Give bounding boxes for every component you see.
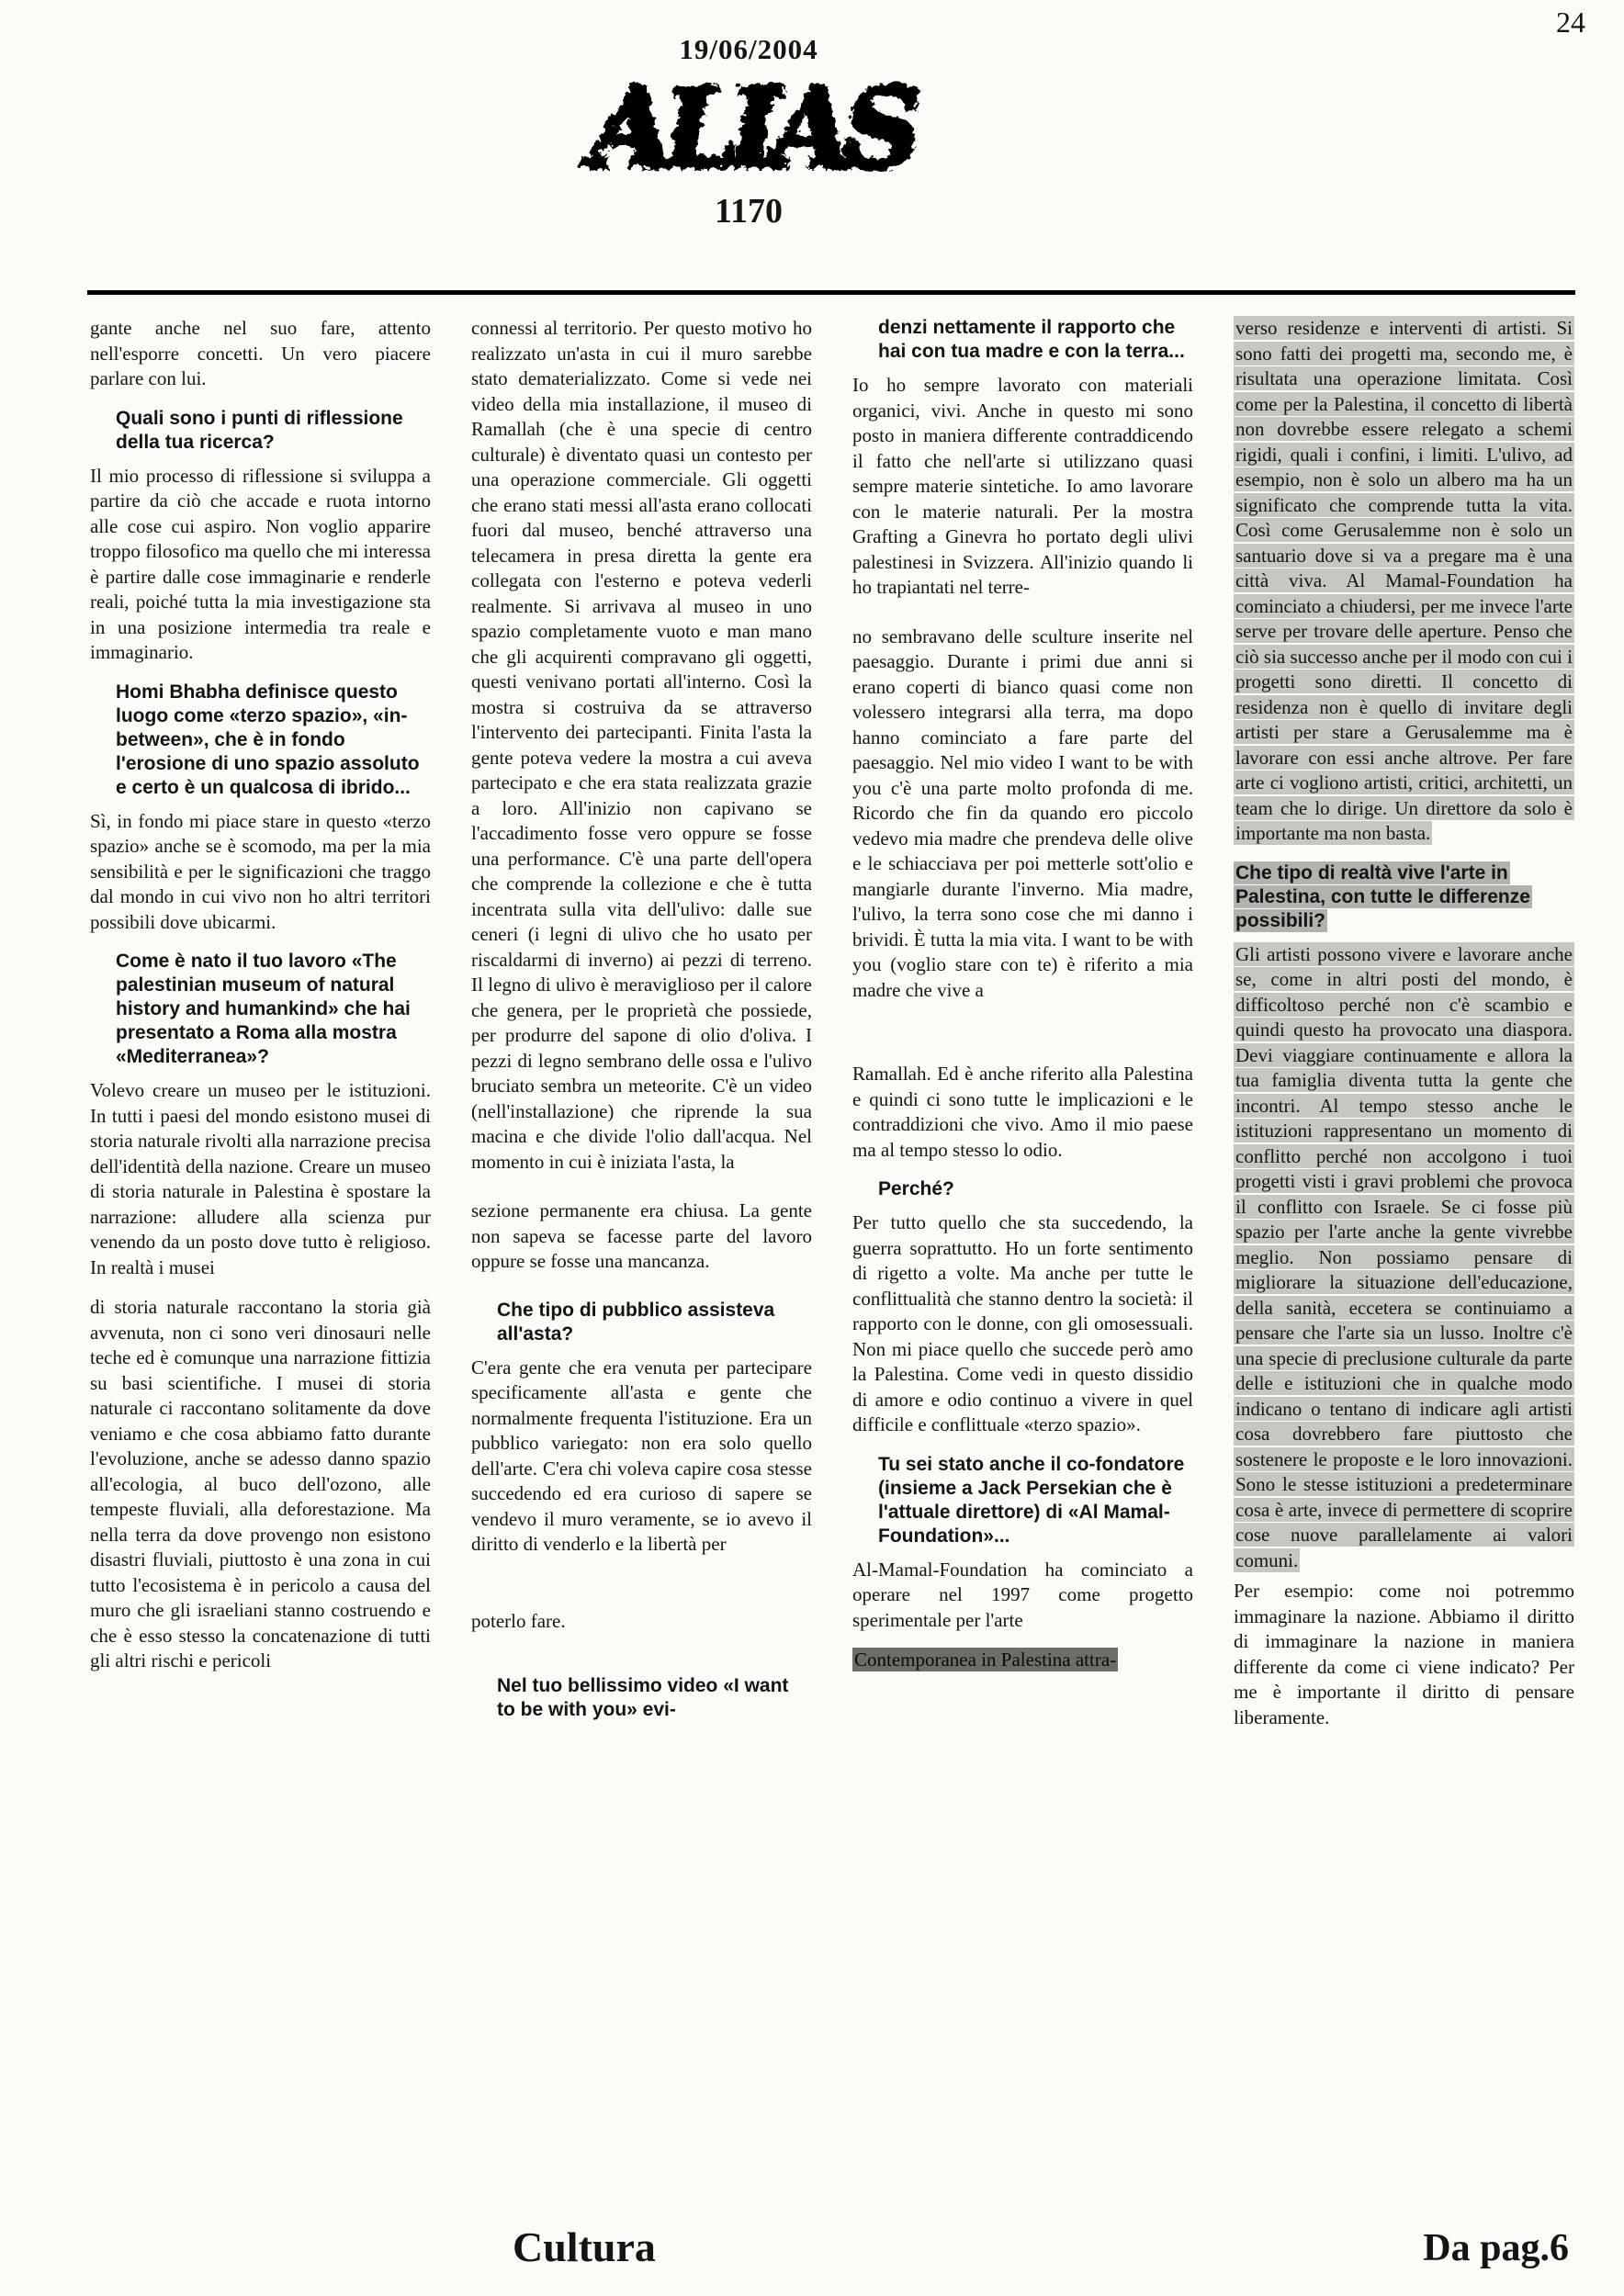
- article-column-3: [852, 316, 1193, 2213]
- article-paragraph: poterlo fare.: [471, 1609, 566, 1632]
- article-paragraph: Io ho sempre lavorato con materiali organici, vivi. Anche in questo mi sono posto in maniera differente contraddicendo il fatto che nell'arte si utilizzano quasi sempre materie sintetiche. Io amo lavorare con le materie naturali. Per la mostra Grafting a Ginevra ho portato degli ulivi palestinesi in Svizzera. All'inizio quando li ho trapiantati nel terre-: [852, 374, 1193, 598]
- interview-question: Quali sono i punti di riflessione della tua ricerca?: [116, 407, 403, 453]
- article-body: [90, 316, 1576, 2213]
- article-paragraph: sezione permanente era chiusa. La gente non sapeva se facesse parte del lavoro oppure se fosse una mancanza.: [471, 1199, 812, 1272]
- article-column-2: [471, 316, 812, 2213]
- issue-number: 1170: [715, 192, 783, 231]
- alias-logo-text: ALIAS: [588, 66, 909, 189]
- light-highlight: Gli artisti possono vivere e lavorare anche se, come in altri posti del mondo, è difficoltoso perché non c'è scambio e quindi questo ha provocato una diaspora. Devi viaggiare continuamente e allora la tua famiglia diventa tutta la gente che incontri. Al tempo stesso anche le istituzioni rappresentano un momento di conflitto perché non accolgono i tuoi progetti visti i gravi problemi che provoca il conflitto con Israele. Se ci fosse più spazio per l'arte anche la gente vivrebbe meglio. Non possiamo pensare di migliorare la situazione dell'educazione, della sanità, eccetera se continuiamo a pensare che l'arte sia un lusso. Inoltre c'è una specie di preclusione culturale da parte delle e istituzioni che in qualche modo indicano o tentano di indicare agli artisti cosa dovrebbero fare piuttosto che sostenere le proposte e le loro innovazioni. Sono le stesse istituzioni a predeterminare cosa è arte, invece di permettere di scoprire cose nuove parallelamente ai valori comuni.: [1235, 942, 1573, 1571]
- article-paragraph: C'era gente che era venuta per partecipare specificamente all'asta e gente che normalmente frequenta l'istituzione. Era un pubblico variegato: non era solo quello dell'arte. C'era chi voleva capire cosa stesse succedendo ed era curioso di sapere se vendevo il muro veramente, se io avevo il diritto di venderlo e la libertà per: [471, 1356, 812, 1555]
- interview-question: Tu sei stato anche il co-fondatore (insieme a Jack Persekian che è l'attuale direttore) di «Al Mamal-Foundation»...: [878, 1453, 1185, 1547]
- article-paragraph-highlighted: [1234, 316, 1574, 847]
- article-paragraph-highlighted: [1234, 942, 1574, 1574]
- question-highlight: Che tipo di realtà vive l'arte in Palestina, con tutte le differenze possibili?: [1235, 861, 1530, 931]
- article-paragraph: di storia naturale raccontano la storia già avvenuta, non ci sono veri dinosauri nelle teche ed è comunque una narrazione fittizia su basi scientifiche. I musei di storia naturale ci raccontano solitamente da dove veniamo e che cosa abbiamo fatto durante l'evoluzione, anche se adesso danno spazio all'ecologia, al buco dell'ozono, alle tempeste fluviali, alla deforestazione. Ma nella terra da dove provengo non esistono disastri fluviali, piuttosto è una zona in cui tutto l'ecosistema è in pericolo a causa del muro che gli israeliani stanno costruendo e che è esso stesso la concatenazione di tutti gli altri rischi e pericoli: [90, 1296, 431, 1671]
- interview-question: Perché?: [878, 1178, 954, 1199]
- article-paragraph: no sembravano delle sculture inserite nel paesaggio. Durante i primi due anni si erano coperti di bianco quasi come non volessero integrarsi alla terra, ma dopo hanno cominciato a fare parte del paesaggio. Nel mio video I want to be with you c'è una parte molto profonda di me. Ricordo che fin da quando ero piccolo vedevo mia madre che prendeva delle olive e le schiacciava per poi metterle sott'olio e mangiarle durante l'inverno. Mia madre, l'ulivo, la terra sono cose che mi danno i brividi. È tutta la mia vita. I want to be with you (voglio stare con te) è riferito a mia madre che vive a: [852, 625, 1193, 1001]
- article-paragraph: Ramallah. Ed è anche riferito alla Palestina e quindi ci sono tutte le implicazioni e le contraddizioni che vivo. Amo il mio paese ma al tempo stesso lo odio.: [852, 1063, 1193, 1161]
- dark-highlight: Contemporanea in Palestina attra-: [854, 1649, 1117, 1671]
- issue-date: 19/06/2004: [679, 33, 818, 65]
- article-paragraph: Per tutto quello che sta succedendo, la guerra soprattutto. Ho un forte sentimento di rigetto a volte. Ma anche per tutte le conflittualità che stanno dentro la società: il rapporto con le donne, con gli omosessuali. Non mi piace quello che succede però amo la Palestina. Come vedi in questo dissidio di amore e odio continuo a vivere in quel difficile e conflittuale «terzo spazio».: [852, 1211, 1193, 1435]
- light-highlight: verso residenze e interventi di artisti. Si sono fatti dei progetti ma, secondo me, è risultata una operazione limitata. Così come per la Palestina, il concetto di libertà non dovrebbe essere relegato a schemi rigidi, quali i confini, i limiti. L'ulivo, ad esempio, non è solo un albero ma ha un significato che comprende tutta la vita. Così come Gerusalemme non è solo un santuario dove si va a pregare ma è una città viva. Al Mamal-Foundation ha cominciato a chiudersi, per me invece l'arte serve per trovare delle aperture. Penso che ciò sia successo anche per il modo con cui i progetti sono diretti. Il concetto di residenza non è quello di invitare degli artisti per stare a Gerusalemme ma è lavorare con essi anche altrove. Per fare arte ci vogliono artisti, critici, architetti, un team che lo dirige. Un direttore da solo è importante ma non basta.: [1235, 317, 1573, 844]
- article-paragraph-highlighted-dark: [852, 1648, 1193, 1673]
- interview-question: Che tipo di pubblico assisteva all'asta?: [497, 1299, 775, 1345]
- page-number: 24: [1556, 6, 1585, 39]
- interview-question: Nel tuo bellissimo video «I want to be with you» evi-: [497, 1675, 789, 1720]
- article-paragraph: Il mio processo di riflessione si sviluppa a partire da ciò che accade e ruota intorno alle cose cui aspiro. Non voglio apparire troppo filosofico ma quello che mi interessa è partire dalle cose immaginarie e renderle reali, poiché tutta la mia investigazione sta in una posizione intermedia tra reale e immaginario.: [90, 464, 431, 663]
- interview-question: denzi nettamente il rapporto che hai con tua madre e con la terra...: [878, 317, 1185, 362]
- continued-from-label: Da pag.6: [1423, 2227, 1569, 2269]
- masthead: [64, 33, 1433, 231]
- article-paragraph: gante anche nel suo fare, attento nell'esporre concetti. Un vero piacere parlare con lui.: [90, 317, 431, 389]
- alias-logo: [551, 66, 946, 195]
- interview-question-highlighted: [1234, 861, 1574, 933]
- section-label: Cultura: [513, 2223, 656, 2270]
- interview-question: Homi Bhabha definisce questo luogo come «terzo spazio», «in-between», che è in fondo l'erosione di uno spazio assoluto e certo è un qualcosa di ibrido...: [116, 681, 420, 798]
- article-column-4: [1234, 316, 1574, 2213]
- article-column-1: [90, 316, 431, 2213]
- article-paragraph: connessi al territorio. Per questo motivo ho realizzato un'asta in cui il muro sarebbe stato dematerializzato. Come si vede nei video della mia installazione, il museo di Ramallah (che è una specie di centro culturale) è diventato quasi un contesto per una operazione commerciale. Gli oggetti che erano stati messi all'asta erano collocati fuori dal museo, benché attraverso una telecamera in presa diretta la gente era collegata con l'esterno e poteva vederli realmente. Si arrivava al museo in uno spazio completamente vuoto e man mano che gli acquirenti compravano gli oggetti, questi venivano portati all'interno. Così la mostra si costruiva da se attraverso l'intervento dei partecipanti. Finita l'asta la gente poteva vedere la mostra a cui aveva partecipato e che era stata realizzata grazie a loro. All'inizio non capivano se l'accadimento fosse vero oppure se fosse una performance. C'è una parte dell'opera che comprende la collezione e che è tutta incentrata sulla vita dell'ulivo: dalle sue ceneri (i legni di ulivo che ho usato per riscaldarmi di inverno) ai pezzi di terreno. Il legno di ulivo è meraviglioso per il calore che genera, per le proprietà che possiede, per produrre del sapone di olio d'oliva. I pezzi di legno sembrano delle ossa e l'ulivo bruciato sembra un meteorite. C'è un video (nell'installazione) che riprende la sua macina e che divide l'olio dall'acqua. Nel momento in cui è iniziata l'asta, la: [471, 317, 812, 1173]
- header-rule: [87, 290, 1575, 295]
- article-paragraph: Per esempio: come noi potremmo immaginare la nazione. Abbiamo il diritto di immaginare la nazione in maniera differente da come ci viene indicato? Per me è importante il diritto di pensare liberamente.: [1234, 1580, 1574, 1728]
- article-paragraph: Sì, in fondo mi piace stare in questo «terzo spazio» anche se è scomodo, ma per la mia sensibilità e per le significazioni che traggo dal mondo in cui vivo non ho altri territori possibili dove ubicarmi.: [90, 809, 431, 933]
- article-paragraph: Volevo creare un museo per le istituzioni. In tutti i paesi del mondo esistono musei di storia naturale rivolti alla narrazione precisa dell'identità della nazione. Creare un museo di storia naturale in Palestina è spostare la narrazione: alludere alla scienza pur venendo da un posto dove tutto è religioso. In realtà i musei: [90, 1079, 431, 1278]
- interview-question: Come è nato il tuo lavoro «The palestinian museum of natural history and humankind» che hai presentato a Roma alla mostra «Mediterranea»?: [116, 951, 411, 1067]
- article-paragraph: Al-Mamal-Foundation ha cominciato a operare nel 1997 come progetto sperimentale per l'arte: [852, 1558, 1193, 1631]
